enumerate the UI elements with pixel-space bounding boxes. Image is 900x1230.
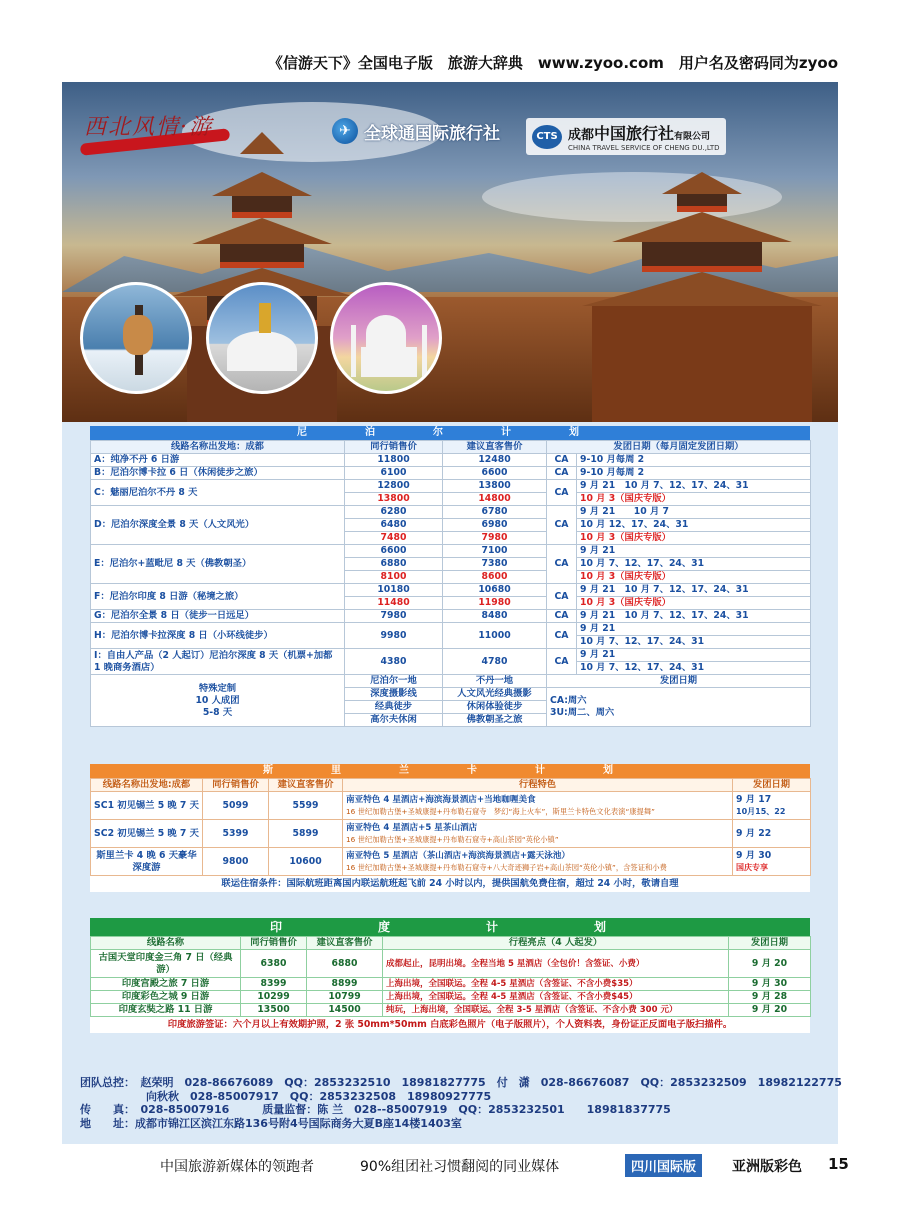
trade-price: 11480 (345, 597, 443, 610)
retail-price: 8600 (443, 571, 547, 584)
india-route-name: 印度彩色之城 9 日游 (91, 991, 241, 1004)
nepal-col-retail-price: 建议直客售价 (443, 441, 547, 454)
lanka-feature (343, 848, 733, 876)
india-col-route: 线路名称 (91, 937, 241, 950)
trade-price: 13800 (345, 493, 443, 506)
cts-name-main: 中国旅行社 (594, 124, 675, 143)
trade-price: 7980 (345, 610, 443, 623)
departure-date (733, 792, 811, 820)
nepal-col-trade-price: 同行销售价 (345, 441, 443, 454)
trade-price: 7480 (345, 532, 443, 545)
india-header-row (91, 937, 811, 950)
lanka-route-name: 斯里兰卡 4 晚 6 天豪华深度游 (91, 848, 203, 876)
nepal-col-route: 线路名称出发地：成都 (91, 441, 345, 454)
plane-icon: ✈ (332, 118, 358, 144)
lanka-table (90, 778, 811, 876)
retail-price: 10680 (443, 584, 547, 597)
retail-price: 7100 (443, 545, 547, 558)
trade-price: 5099 (203, 792, 269, 820)
table-row (91, 480, 811, 493)
lanka-feature (343, 820, 733, 848)
custom-option: 人文风光经典摄影 (443, 688, 547, 701)
footer-slogan-1: 中国旅游新媒体的领跑者 (160, 1159, 314, 1175)
retail-price: 10799 (307, 991, 383, 1004)
hero-banner (62, 82, 838, 422)
hero-calligraphy: 西北风情·游 (84, 115, 213, 140)
feature-main: 南亚特色 4 星酒店+海滨海景酒店+当地咖喱美食 (346, 794, 536, 805)
page-footer (0, 1152, 900, 1178)
retail-price: 10600 (269, 848, 343, 876)
nepal-route-name: H：尼泊尔博卡拉深度 8 日（小环线徒步） (91, 623, 345, 649)
departure-date: 9 月 21 (577, 649, 811, 662)
airline-code: CA (547, 506, 577, 545)
table-row (91, 584, 811, 597)
lanka-col-feature: 行程特色 (343, 779, 733, 792)
departure-date (733, 848, 811, 876)
india-section (90, 918, 810, 1033)
table-row (91, 950, 811, 978)
nepal-table (90, 440, 811, 727)
lanka-route-name: SC1 初见锡兰 5 晚 7 天 (91, 792, 203, 820)
trade-price: 11800 (345, 454, 443, 467)
lanka-section (90, 764, 810, 892)
nepal-route-name: D：尼泊尔深度全景 8 天（人文风光） (91, 506, 345, 545)
custom-option: 深度摄影线 (345, 688, 443, 701)
retail-price: 14800 (443, 493, 547, 506)
departure-date: 10 月 3（国庆专版） (577, 493, 811, 506)
custom-date-text: 3U:周二、周六 (550, 707, 615, 718)
lanka-title: 斯 里 兰 卡 计 划 (90, 764, 810, 778)
departure-date: 10 月 7、12、17、24、31 (577, 662, 811, 675)
cts-name-suffix: 有限公司 (674, 132, 711, 142)
nepal-col-dates: 发团日期（每月固定发团日期） (547, 441, 811, 454)
india-highlight: 上海出境，全国联运。全程 4-5 星酒店（含签证、不含小费$45） (383, 991, 729, 1004)
india-highlight: 成都起止，昆明出境。全程当地 5 星酒店（全包价！含签证、小费） (383, 950, 729, 978)
departure-date (733, 820, 811, 848)
table-row (91, 820, 811, 848)
departure-date: 9-10 月每周 2 (577, 454, 811, 467)
photo-taj-mahal (330, 282, 442, 394)
departure-date: 9 月 30 (729, 978, 811, 991)
retail-price: 4780 (443, 649, 547, 675)
feature-detail: 16 世纪加勒古堡+圣城康提+丹布勒石窟寺+高山茶园“英伦小镇” (346, 834, 559, 844)
custom-option: 高尔夫休闲 (345, 714, 443, 727)
nepal-route-name: C：魅丽尼泊尔不丹 8 天 (91, 480, 345, 506)
trade-price: 6380 (241, 950, 307, 978)
departure-date: 10 月 7、12、17、24、31 (577, 636, 811, 649)
airline-code: CA (547, 545, 577, 584)
lanka-route-name: SC2 初见锡兰 5 晚 7 天 (91, 820, 203, 848)
trade-price: 8100 (345, 571, 443, 584)
trade-price: 13500 (241, 1004, 307, 1017)
departure-date: 9 月 28 (729, 991, 811, 1004)
contact-block (62, 1070, 842, 1144)
india-highlight: 纯玩，上海出境，全国联运。全程 3-5 星酒店（含签证、不含小费 300 元） (383, 1004, 729, 1017)
custom-date-head: 发团日期 (547, 675, 811, 688)
trade-price: 4380 (345, 649, 443, 675)
table-row (91, 623, 811, 636)
lanka-col-trade-price: 同行销售价 (203, 779, 269, 792)
departure-date: 9 月 21 (577, 623, 811, 636)
lanka-header-row (91, 779, 811, 792)
custom-option: 尼泊尔一地 (345, 675, 443, 688)
retail-price: 14500 (307, 1004, 383, 1017)
india-col-retail-price: 建议直客售价 (307, 937, 383, 950)
india-route-name: 古国天堂印度金三角 7 日（经典游） (91, 950, 241, 978)
agency-logo-cts (526, 118, 726, 155)
airline-code: CA (547, 584, 577, 610)
feature-detail: 16 世纪加勒古堡+圣城康提+丹布勒石窟寺+八大奇迹狮子岩+高山茶园“英伦小镇”，含签证和小费 (346, 862, 667, 872)
trade-price: 6600 (345, 545, 443, 558)
india-title: 印 度 计 划 (90, 918, 810, 936)
departure-date: 10 月 12、17、24、31 (577, 519, 811, 532)
feature-main: 南亚特色 5 星酒店（茶山酒店+海滨海景酒店+露天泳池） (346, 850, 571, 861)
photo-sri-lanka-fisherman (80, 282, 192, 394)
nepal-title: 尼 泊 尔 计 划 (90, 426, 810, 440)
india-col-highlight: 行程亮点（4 人起发） (383, 937, 729, 950)
edition-badge: 四川国际版 (625, 1154, 702, 1177)
trade-price: 6100 (345, 467, 443, 480)
airline-code: CA (547, 454, 577, 467)
airline-code: CA (547, 610, 577, 623)
cts-name-prefix: 成都 (568, 128, 595, 143)
departure-date: 9 月 21 (577, 545, 811, 558)
nepal-route-name: I：自由人产品（2 人起订）尼泊尔深度 8 天（机票+加都 1 晚商务酒店） (91, 649, 345, 675)
trade-price: 8399 (241, 978, 307, 991)
nepal-route-name: G：尼泊尔全景 8 日（徒步一日远足） (91, 610, 345, 623)
departure-date: 9 月 20 (729, 950, 811, 978)
nepal-section (90, 426, 810, 727)
custom-tour-label (91, 675, 345, 727)
airline-code: CA (547, 649, 577, 675)
custom-option: 休闲体验徒步 (443, 701, 547, 714)
table-row (91, 506, 811, 519)
airline-code: CA (547, 467, 577, 480)
departure-date: 10 月 3（国庆专版） (577, 532, 811, 545)
contact-line: 传 真： 028-85007916 质量监督：陈 兰 028--85007919 QQ：2853232501 18981837775 (80, 1103, 671, 1117)
lanka-col-retail-price: 建议直客售价 (269, 779, 343, 792)
departure-date: 9 月 21 10 月 7、12、17、24、31 (577, 610, 811, 623)
contact-line: 地 址：成都市锦江区滨江东路136号附4号国际商务大夏B座14楼1403室 (80, 1116, 462, 1130)
departure-date: 9-10 月每周 2 (577, 467, 811, 480)
contact-line: 向秋秋 028-85007917 QQ：2853232508 18980927775 (80, 1089, 492, 1103)
departure-date-line: 国庆专享 (736, 862, 768, 872)
departure-date: 10 月 3（国庆专版） (577, 571, 811, 584)
nepal-route-name: B：尼泊尔博卡拉 6 日（休闲徒步之旅） (91, 467, 345, 480)
nepal-header-row (91, 441, 811, 454)
india-table (90, 936, 811, 1017)
airline-code: CA (547, 623, 577, 649)
feature-main: 南亚特色 4 星酒店+5 星茶山酒店 (346, 822, 478, 833)
table-row (91, 610, 811, 623)
retail-price: 7380 (443, 558, 547, 571)
departure-date-line: 9 月 22 (736, 827, 772, 839)
cts-name (568, 124, 711, 143)
departure-date: 9 月 20 (729, 1004, 811, 1017)
table-row (91, 991, 811, 1004)
page-number: 15 (828, 1155, 849, 1173)
india-route-name: 印度宫殿之旅 7 日游 (91, 978, 241, 991)
table-row (91, 467, 811, 480)
departure-date: 9 月 21 10 月 7 (577, 506, 811, 519)
table-row (91, 545, 811, 558)
agency-logo-global (332, 118, 500, 144)
contact-line: 团队总控： 赵荣明 028-86676089 QQ：2853232510 18981827775 付 潇 028-86676087 QQ：2853232509 18982122775 (80, 1076, 842, 1089)
custom-tour-text: 5-8 天 (202, 706, 233, 718)
india-col-date: 发团日期 (729, 937, 811, 950)
trade-price: 6280 (345, 506, 443, 519)
departure-date: 9 月 21 10 月 7、12、17、24、31 (577, 480, 811, 493)
india-route-name: 印度玄奘之路 11 日游 (91, 1004, 241, 1017)
table-row (91, 1004, 811, 1017)
custom-option: 佛教朝圣之旅 (443, 714, 547, 727)
trade-price: 10299 (241, 991, 307, 1004)
india-note: 印度旅游签证：六个月以上有效期护照，2 张 50mm*50mm 白底彩色照片（电子版照片），个人资料表，身份证正反面电子版扫描件。 (167, 1019, 733, 1030)
retail-price: 6880 (307, 950, 383, 978)
retail-price: 5899 (269, 820, 343, 848)
nepal-route-name: F：尼泊尔印度 8 日游（秘境之旅） (91, 584, 345, 610)
departure-date-line: 9 月 17 (736, 793, 772, 805)
custom-tour-text: 特殊定制 (198, 682, 237, 694)
retail-price: 8899 (307, 978, 383, 991)
retail-price: 12480 (443, 454, 547, 467)
pagoda-right (582, 172, 822, 422)
departure-date: 10 月 3（国庆专版） (577, 597, 811, 610)
footer-slogan-2: 90%组团社习惯翻阅的同业媒体 (360, 1159, 560, 1175)
table-row (91, 792, 811, 820)
table-row (91, 454, 811, 467)
cts-emblem-icon: CTS (532, 125, 562, 149)
feature-detail: 16 世纪加勒古堡+圣城康提+丹布勒石窟寺 梦幻“海上火车”，斯里兰卡特色文化表演“康提舞” (346, 806, 655, 816)
retail-price: 8480 (443, 610, 547, 623)
retail-price: 6780 (443, 506, 547, 519)
trade-price: 5399 (203, 820, 269, 848)
india-col-trade-price: 同行销售价 (241, 937, 307, 950)
lanka-feature (343, 792, 733, 820)
lanka-col-date: 发团日期 (733, 779, 811, 792)
departure-date-line: 10月15、22 (736, 806, 786, 816)
trade-price: 6880 (345, 558, 443, 571)
custom-option: 不丹一地 (443, 675, 547, 688)
agency-name-global: 全球通国际旅行社 (364, 123, 500, 144)
departure-date: 9 月 21 10 月 7、12、17、24、31 (577, 584, 811, 597)
trade-price: 12800 (345, 480, 443, 493)
edition-label: 亚洲版彩色 (732, 1159, 802, 1175)
retail-price: 11980 (443, 597, 547, 610)
nepal-route-name: A：纯净不丹 6 日游 (91, 454, 345, 467)
trade-price: 10180 (345, 584, 443, 597)
retail-price: 13800 (443, 480, 547, 493)
airline-code: CA (547, 480, 577, 506)
trade-price: 9800 (203, 848, 269, 876)
retail-price: 6980 (443, 519, 547, 532)
table-row (91, 675, 811, 688)
nepal-route-name: E：尼泊尔+蓝毗尼 8 天（佛教朝圣） (91, 545, 345, 584)
lanka-col-route: 线路名称出发地:成都 (91, 779, 203, 792)
departure-date: 10 月 7、12、17、24、31 (577, 558, 811, 571)
retail-price: 6600 (443, 467, 547, 480)
custom-date-text: CA:周六 (550, 695, 587, 706)
page-header: 《信游天下》全国电子版 旅游大辞典 www.zyoo.com 用户名及密码同为zyoo (267, 54, 838, 72)
departure-date-line: 9 月 30 (736, 849, 772, 861)
retail-price: 11000 (443, 623, 547, 649)
lanka-note: 联运住宿条件：国际航班距离国内联运航班起飞前 24 小时以内，提供国航免费住宿，超过 24 小时，敬请自理 (221, 878, 679, 889)
table-row (91, 978, 811, 991)
trade-price: 6480 (345, 519, 443, 532)
custom-tour-text: 10 人成团 (195, 694, 240, 706)
table-row (91, 649, 811, 662)
trade-price: 9980 (345, 623, 443, 649)
table-row (91, 848, 811, 876)
retail-price: 7980 (443, 532, 547, 545)
custom-option: 经典徒步 (345, 701, 443, 714)
india-highlight: 上海出境，全国联运。全程 4-5 星酒店（含签证、不含小费$35） (383, 978, 729, 991)
custom-dates (547, 688, 811, 727)
cts-name-en: CHINA TRAVEL SERVICE OF CHENG DU.,LTD (568, 144, 720, 152)
retail-price: 5599 (269, 792, 343, 820)
photo-nepal-stupa (206, 282, 318, 394)
